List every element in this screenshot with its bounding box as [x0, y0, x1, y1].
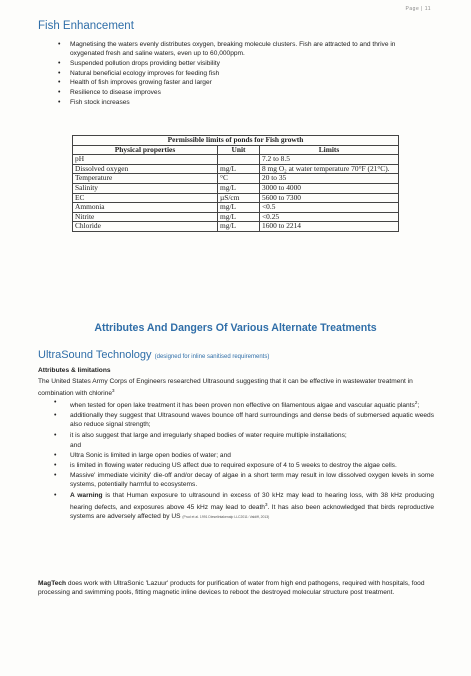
table-cell: 1600 to 2214: [260, 222, 399, 232]
table-row: [73, 164, 399, 174]
table-cell: mg/L: [218, 203, 260, 213]
citation: (Prud et al. 1991 Dieselintakenalp LLC2011: Valdiff, 2013): [182, 514, 270, 519]
table-cell: mg/L: [218, 212, 260, 222]
ultrasound-intro: [38, 377, 433, 398]
magtech-brand: MagTech: [38, 580, 67, 587]
list-item: • when tested for open lake treatment it has been proven non effective on filamentous algae and vascular aquatic plants$^2$;: [62, 398, 434, 410]
table-cell: mg/L: [218, 164, 260, 174]
ultrasound-title: UltraSound Technology: [38, 349, 152, 361]
table-row: [73, 222, 399, 232]
list-item: • Natural beneficial ecology improves for feeding fish: [60, 69, 430, 78]
ultrasound-limitations-list: [62, 398, 434, 523]
table-cell: 20 to 35: [260, 174, 399, 184]
magtech-text: does work with UltraSonic 'Lazuur' products for purification of water from high end pathogens, required with hospitals, food processing and swimming pools, fitting magnetic inline devices to reboot the destroyed molecular structure post treatment.: [38, 580, 425, 596]
list-item: • it is also suggest that large and irregularly shaped bodies of water require multiple installations;: [62, 431, 434, 440]
table-row: [73, 183, 399, 193]
list-item: • Magnetising the waters evenly distributes oxygen, breaking molecule clusters. Fish are attracted to and thrive in oxygenated fresh and saline waters, even up to 60,000ppm.: [60, 40, 430, 58]
fish-enhancement-heading: Fish Enhancement: [38, 20, 134, 32]
list-item: and: [70, 441, 82, 449]
table-cell: pH: [73, 155, 218, 165]
table-cell: Temperature: [73, 174, 218, 184]
table-cell: 3000 to 4000: [260, 183, 399, 193]
table-cell: Chloride: [73, 222, 218, 232]
warning-item: [62, 491, 434, 522]
alternate-treatments-heading: Attributes And Dangers Of Various Alternate Treatments: [94, 322, 377, 334]
item-text: when tested for open lake treatment it has been proven non effective on filamentous algae and vascular aquatic plants: [70, 402, 415, 410]
footnote-ref: 3: [112, 388, 115, 393]
table-cell: [218, 155, 260, 165]
list-item: • Massive' immediate vicinity' die-off and/or decay of algae in a short term may result in low dissolved oxygen levels in some systems, potentially harmful to ecosystems.: [62, 471, 434, 489]
list-item: • is limited in flowing water reducing US affect due to required exposure of 4 to 5 weeks to destroy the algae cells.: [62, 461, 434, 470]
intro-text: The United States Army Corps of Engineers researched Ultrasound suggesting that it can be effective in wastewater treatment in combination with chlorine: [38, 378, 413, 398]
warning-text: is that Human exposure to ultrasound in excess of 30 kHz may lead to hearing loss, with 38 kHz producing hearing defects, and exposures above 45 kHz may lead to death: [70, 491, 434, 511]
table-cell: Dissolved oxygen: [73, 164, 218, 174]
table-cell: EC: [73, 193, 218, 203]
table-cell: Salinity: [73, 183, 218, 193]
footnote-ref: 2: [414, 400, 418, 405]
table-cell: µS/cm: [218, 193, 260, 203]
list-item: • Health of fish improves growing faster and larger: [60, 78, 430, 87]
attributes-label: Attributes & limitations: [38, 367, 111, 374]
list-item: • Ultra Sonic is limited in large open bodies of water; and: [62, 451, 434, 460]
table-header-row: [73, 145, 399, 155]
permissible-limits-table: [72, 135, 399, 232]
table-cell: Ammonia: [73, 203, 218, 213]
table-cell: 7.2 to 8.5: [260, 155, 399, 165]
list-item: • Suspended pollution drops providing better visibility: [60, 59, 430, 68]
ultrasound-subheading: (designed for inline sanitised requirements): [154, 354, 270, 360]
table-row: [73, 203, 399, 213]
table-cell: °C: [218, 174, 260, 184]
list-item: • Resilience to disease improves: [60, 88, 430, 97]
list-item: • additionally they suggest that Ultrasound waves bounce off hard surroundings and dense beds of submersed aquatic weeds also reduce signal strength;: [62, 411, 434, 429]
column-header: Limits: [260, 145, 399, 155]
column-header: Physical properties: [73, 145, 218, 155]
table-cell: Nitrite: [73, 212, 218, 222]
table-cell: 5600 to 7300: [260, 193, 399, 203]
table-cell: 8 mg O₂ at water temperature 70°F (21°C).: [260, 164, 399, 174]
list-item: • Fish stock increases: [60, 98, 430, 107]
fish-benefits-list: [60, 40, 430, 108]
table-cell: <0.5: [260, 203, 399, 213]
table-cell: mg/L: [218, 183, 260, 193]
magtech-paragraph: [38, 579, 434, 597]
table-cell: mg/L: [218, 222, 260, 232]
page-number: Page | 11: [405, 6, 431, 12]
column-header: Unit: [218, 145, 260, 155]
warning-text-2: . It has also been acknowledged that birds reproductive systems are adversely affected by US: [70, 503, 435, 520]
table-title-row: [73, 136, 399, 146]
table-title: Permissible limits of ponds for Fish growth: [73, 136, 399, 146]
ultrasound-heading: [38, 349, 269, 361]
table-cell: <0.25: [260, 212, 399, 222]
footnote-ref: 3: [264, 501, 268, 507]
warning-label: A warning: [70, 491, 103, 499]
table-row: [73, 155, 399, 165]
